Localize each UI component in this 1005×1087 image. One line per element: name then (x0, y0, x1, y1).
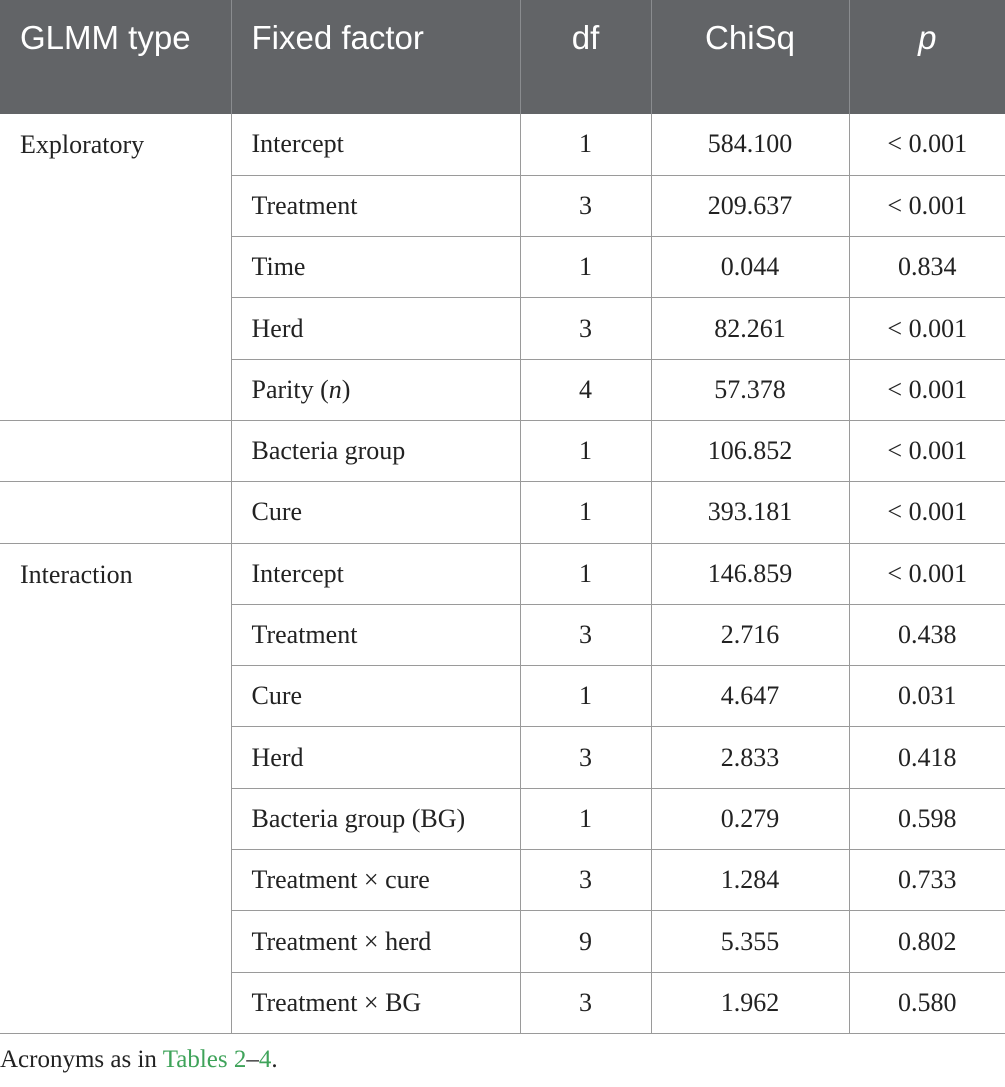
footnote-suffix: . (271, 1046, 278, 1073)
factor-cell: Cure (231, 666, 520, 727)
factor-italic: n (328, 374, 342, 404)
factor-prefix: Parity ( (251, 374, 329, 404)
p-cell: 0.834 (849, 237, 1005, 298)
tables-link-end[interactable]: 4 (258, 1046, 272, 1073)
footnote-dash: – (246, 1046, 259, 1073)
df-cell: 1 (520, 482, 651, 543)
p-cell: 0.580 (849, 972, 1005, 1033)
table-row (0, 482, 1005, 543)
df-cell: 3 (520, 850, 651, 911)
df-cell: 4 (520, 359, 651, 420)
df-cell: 3 (520, 604, 651, 665)
chisq-cell: 2.716 (651, 604, 849, 665)
chisq-cell: 4.647 (651, 666, 849, 727)
df-cell: 3 (520, 727, 651, 788)
table-row (0, 420, 1005, 481)
p-cell: < 0.001 (849, 543, 1005, 604)
df-cell: 1 (520, 420, 651, 481)
factor-cell: Treatment (231, 604, 520, 665)
chisq-cell: 82.261 (651, 298, 849, 359)
factor-cell: Intercept (231, 114, 520, 175)
chisq-cell: 1.962 (651, 972, 849, 1033)
chisq-cell: 106.852 (651, 420, 849, 481)
tables-link[interactable]: Tables 2 (162, 1046, 247, 1073)
chisq-cell: 0.044 (651, 237, 849, 298)
df-cell: 3 (520, 298, 651, 359)
header-fixed-factor: Fixed factor (231, 0, 520, 114)
factor-cell: Time (231, 237, 520, 298)
p-cell: 0.418 (849, 727, 1005, 788)
empty-group-cell (0, 482, 231, 543)
factor-cell: Bacteria group (BG) (231, 788, 520, 849)
footnote-prefix: Acronyms as in (0, 1046, 163, 1073)
chisq-cell: 2.833 (651, 727, 849, 788)
p-cell: < 0.001 (849, 420, 1005, 481)
header-chisq: ChiSq (651, 0, 849, 114)
p-cell: < 0.001 (849, 482, 1005, 543)
p-cell: 0.031 (849, 666, 1005, 727)
df-cell: 3 (520, 972, 651, 1033)
p-cell: 0.733 (849, 850, 1005, 911)
header-glmm-type: GLMM type (0, 0, 231, 114)
df-cell: 1 (520, 114, 651, 175)
chisq-cell: 393.181 (651, 482, 849, 543)
table-row (0, 114, 1005, 175)
df-cell: 1 (520, 543, 651, 604)
factor-cell: Herd (231, 727, 520, 788)
p-cell: < 0.001 (849, 175, 1005, 236)
factor-cell: Bacteria group (231, 420, 520, 481)
p-cell: < 0.001 (849, 359, 1005, 420)
header-df: df (520, 0, 651, 114)
df-cell: 9 (520, 911, 651, 972)
chisq-cell: 1.284 (651, 850, 849, 911)
factor-cell: Treatment (231, 175, 520, 236)
header-p: p (849, 0, 1005, 114)
factor-cell: Intercept (231, 543, 520, 604)
p-cell: < 0.001 (849, 298, 1005, 359)
p-cell: 0.802 (849, 911, 1005, 972)
chisq-cell: 0.279 (651, 788, 849, 849)
factor-cell (231, 359, 520, 420)
df-cell: 3 (520, 175, 651, 236)
factor-cell: Treatment × BG (231, 972, 520, 1033)
empty-group-cell (0, 420, 231, 481)
group-label-exploratory: Exploratory (0, 114, 231, 420)
factor-cell: Herd (231, 298, 520, 359)
df-cell: 1 (520, 666, 651, 727)
chisq-cell: 5.355 (651, 911, 849, 972)
chisq-cell: 584.100 (651, 114, 849, 175)
chisq-cell: 209.637 (651, 175, 849, 236)
p-cell: < 0.001 (849, 114, 1005, 175)
p-cell: 0.598 (849, 788, 1005, 849)
df-cell: 1 (520, 237, 651, 298)
factor-suffix: ) (341, 374, 351, 404)
chisq-cell: 57.378 (651, 359, 849, 420)
table-row (0, 543, 1005, 604)
chisq-cell: 146.859 (651, 543, 849, 604)
header-row (0, 0, 1005, 114)
factor-cell: Treatment × cure (231, 850, 520, 911)
p-cell: 0.438 (849, 604, 1005, 665)
df-cell: 1 (520, 788, 651, 849)
group-label-interaction: Interaction (0, 543, 231, 1033)
factor-cell: Cure (231, 482, 520, 543)
factor-cell: Treatment × herd (231, 911, 520, 972)
table-footnote (0, 1046, 278, 1074)
